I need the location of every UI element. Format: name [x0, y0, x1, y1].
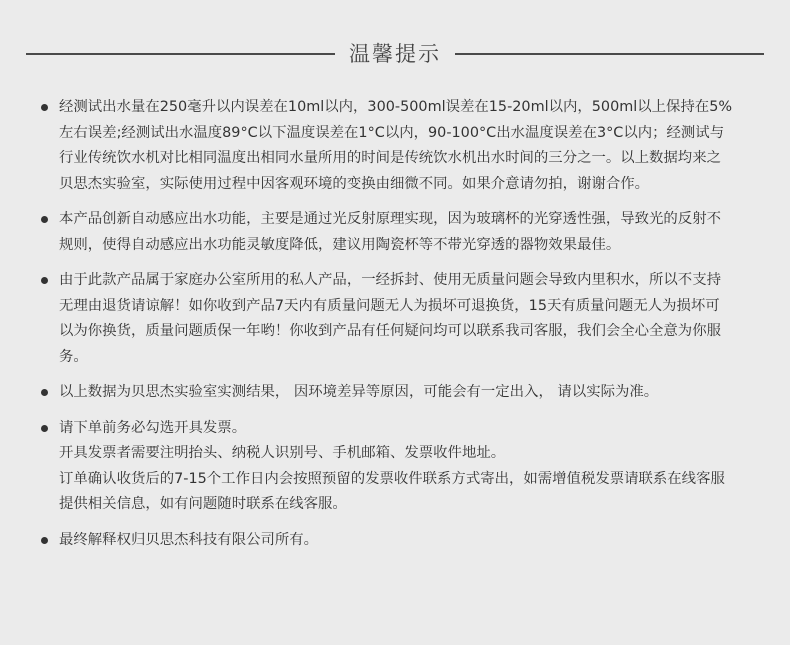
notice-text: 经测试出水量在250毫升以内误差在10ml以内，300-500ml误差在15-20ml以内，500ml以上保持在5%左右误差;经测试出水温度89°C以下温度误差在1°C以内，90-100°C出水温度误差在3°C以内；经测试与行业传统饮水机对比相同温度出相同水量所用的时间是传统饮水机出水时间的三分之一。以上数据均来之贝思杰实验室，实际使用过程中因客观环境的变换由细微不同。如果介意请勿拍，谢谢合作。: [59, 99, 733, 192]
notice-item-lab-data: [40, 380, 734, 406]
notice-text: 以上数据为贝思杰实验室实测结果， 因环境差异等原因，可能会有一定出入， 请以实际为准。: [59, 384, 659, 400]
header-left-rule: [26, 53, 335, 55]
notice-header: [26, 37, 764, 71]
notice-item-sensor: [40, 207, 734, 258]
header-right-rule: [455, 53, 764, 55]
bullet-icon: [41, 104, 48, 111]
notice-item-invoice: [40, 416, 734, 518]
notice-text: 最终解释权归贝思杰科技有限公司所有。: [59, 531, 319, 548]
bullet-icon: [41, 537, 48, 544]
bullet-icon: [41, 277, 48, 284]
invoice-line: 订单确认收货后的7-15个工作日内会按照预留的发票收件联系方式寄出，如需增值税发票请联系在线客服提供相关信息，如有问题随时联系在线客服。: [59, 470, 725, 512]
bullet-icon: [41, 389, 48, 396]
notice-text: 由于此款产品属于家庭办公室所用的私人产品，一经拆封、使用无质量问题会导致内里积水，所以不支持无理由退货请谅解！如你收到产品7天内有质量问题无人为损坏可退换货，15天有质量问题无人为损坏可以为你换货，质量问题质保一年哟！你收到产品有任何疑问均可以联系我司客服，我们会全心全意为你服务。: [59, 272, 721, 365]
notice-list: [40, 95, 734, 563]
invoice-line: 开具发票者需要注明抬头、纳税人识别号、手机邮箱、发票收件地址。: [59, 445, 506, 461]
page-title: 温馨提示: [349, 42, 441, 66]
notice-item-return-policy: [40, 268, 734, 370]
notice-item-final-interpretation: [40, 528, 734, 554]
invoice-line: 请下单前务必勾选开具发票。: [59, 419, 247, 436]
bullet-icon: [41, 425, 48, 432]
notice-item-accuracy: [40, 95, 734, 197]
notice-text: 本产品创新自动感应出水功能，主要是通过光反射原理实现，因为玻璃杯的光穿透性强，导致光的反射不规则，使得自动感应出水功能灵敏度降低，建议用陶瓷杯等不带光穿透的器物效果最佳。: [59, 211, 721, 253]
bullet-icon: [41, 216, 48, 223]
